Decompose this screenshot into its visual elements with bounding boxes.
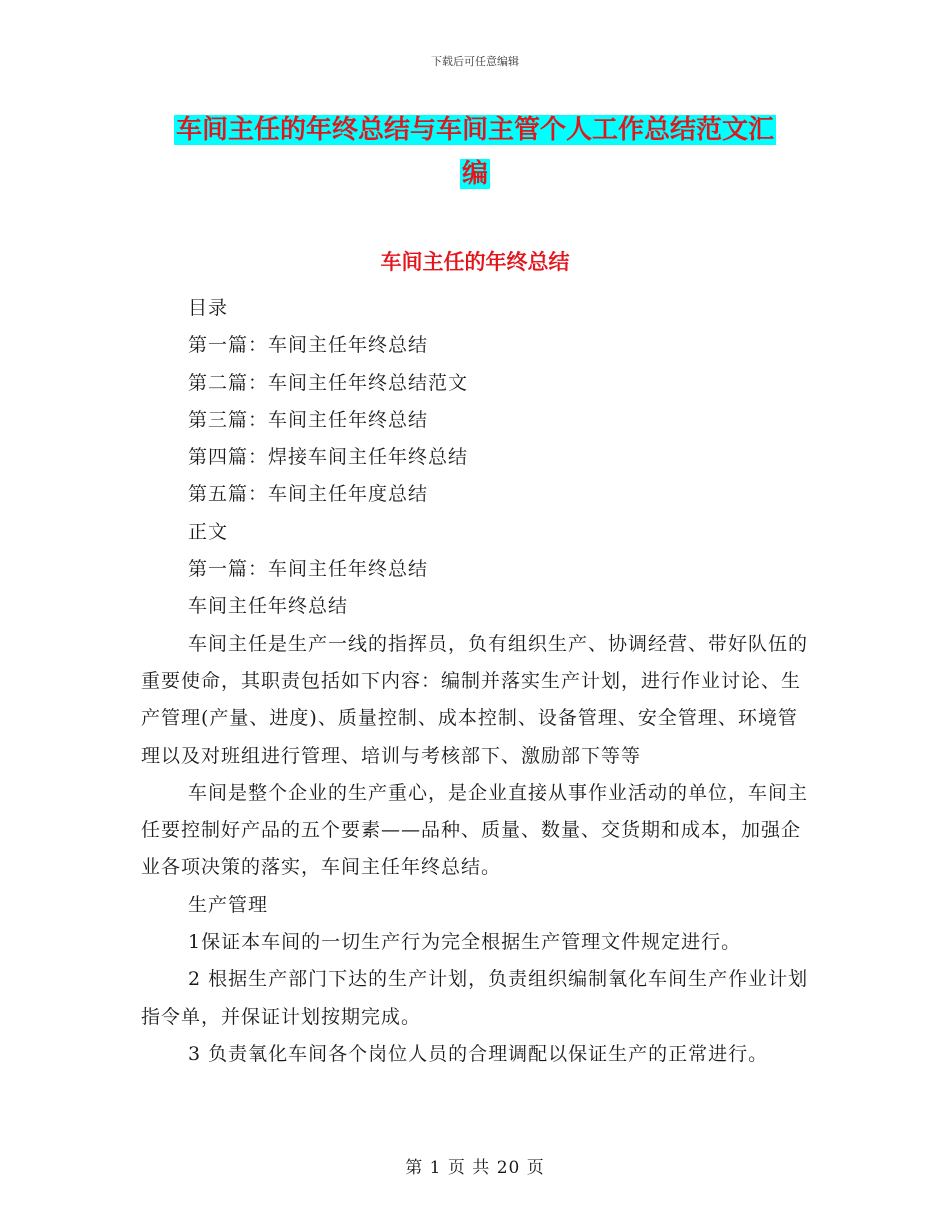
paragraph: 1保证本车间的一切生产行为完全根据生产管理文件规定进行。 xyxy=(188,931,742,954)
paragraph: 目录 xyxy=(188,297,229,319)
paragraph: 车间主任是生产一线的指挥员，负有组织生产、协调经营、带好队伍的重要使命，其职责包括如下内容：编制并落实生产计划，进行作业讨论、生产管理(产量、进度)、质量控制、成本控制、设备管理、安全管理、环境管理以及对班组进行管理、培训与考核部下、激励部下等等 xyxy=(141,632,809,767)
paragraph: 生产管理 xyxy=(188,893,269,916)
paragraph: 第四篇：焊接车间主任年终总结 xyxy=(188,446,469,469)
section-title: 车间主任的年终总结 xyxy=(380,250,570,274)
document-title-line1: 车间主任的年终总结与车间主管个人工作总结范文汇 xyxy=(175,115,774,145)
header-note: 下载后可任意编辑 xyxy=(431,55,519,68)
paragraph: 第二篇：车间主任年终总结范文 xyxy=(188,371,469,394)
paragraph: 第五篇：车间主任年度总结 xyxy=(188,483,429,506)
paragraph: 正文 xyxy=(188,520,229,543)
paragraph: 3 负责氧化车间各个岗位人员的合理调配以保证生产的正常进行。 xyxy=(188,1042,769,1065)
paragraph: 2 根据生产部门下达的生产计划，负责组织编制氧化车间生产作业计划指令单，并保证计划按期完成。 xyxy=(141,968,809,1028)
paragraph: 车间主任年终总结 xyxy=(188,595,349,618)
page-footer: 第 1 页 共 20 页 xyxy=(405,1158,545,1178)
paragraph: 车间是整个企业的生产重心，是企业直接从事作业活动的单位，车间主任要控制好产品的五个要素——品种、质量、数量、交货期和成本，加强企业各项决策的落实，车间主任年终总结。 xyxy=(141,781,809,879)
document-body xyxy=(141,290,811,1073)
document-title-line2: 编 xyxy=(461,159,488,189)
paragraph: 第一篇：车间主任年终总结 xyxy=(188,558,429,581)
paragraph: 第一篇：车间主任年终总结 xyxy=(188,334,429,357)
paragraph: 第三篇：车间主任年终总结 xyxy=(188,408,429,431)
document-title xyxy=(140,108,810,196)
